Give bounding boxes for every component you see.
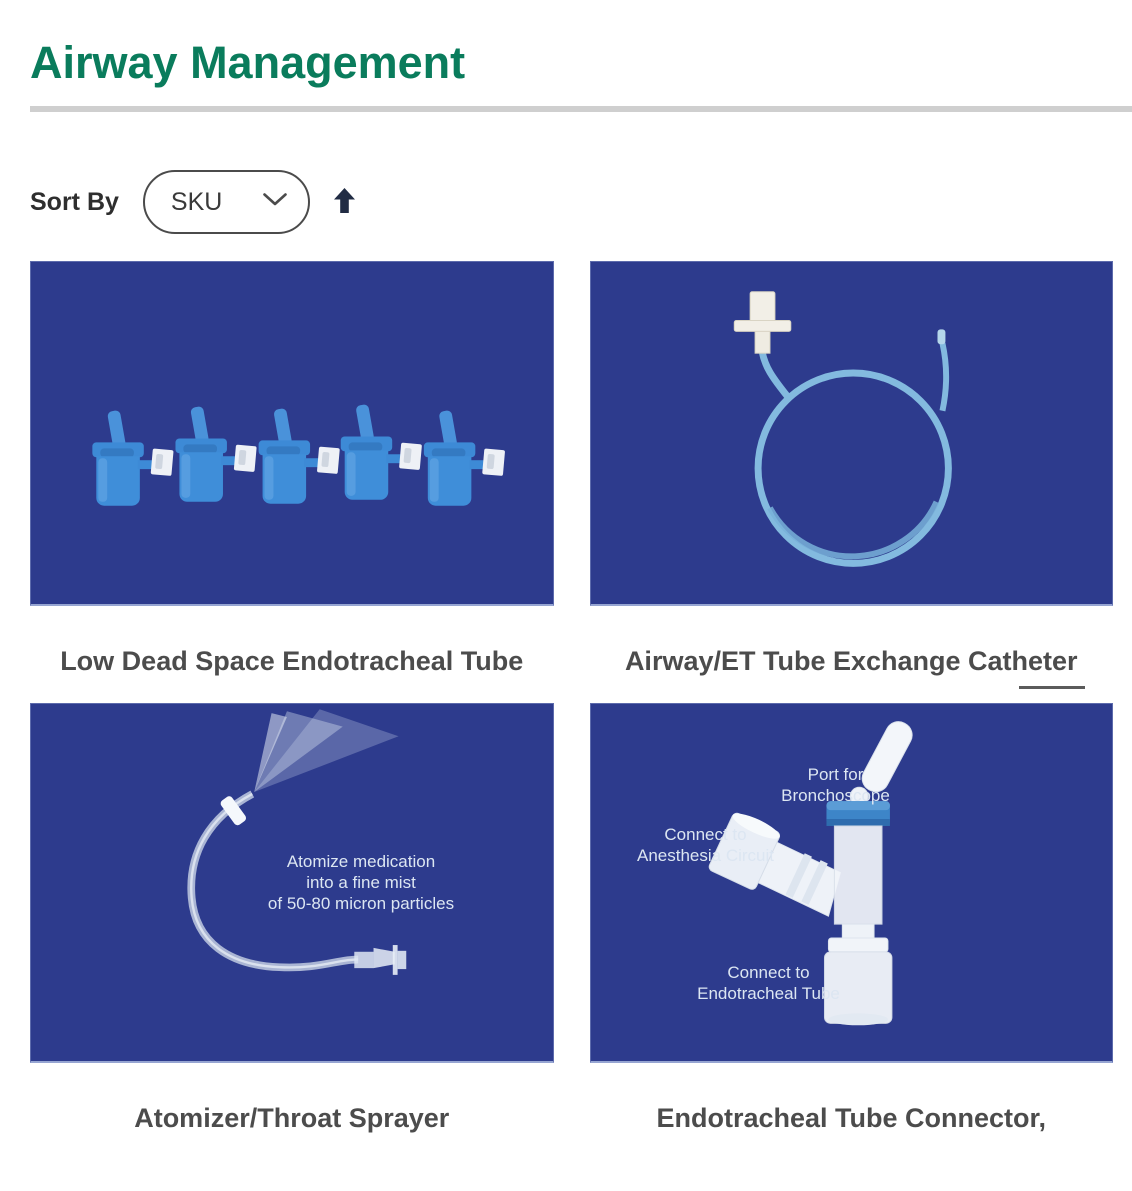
- image-annotation: [697, 962, 840, 1004]
- sort-dropdown[interactable]: [143, 170, 310, 234]
- product-title-link[interactable]: [30, 1101, 554, 1135]
- product-image-exchange-catheter[interactable]: [590, 261, 1114, 606]
- product-card: [30, 261, 554, 703]
- product-card: [30, 703, 554, 1135]
- sort-selected-value: SKU: [170, 187, 223, 216]
- image-annotation: [268, 851, 454, 914]
- sort-controls: [30, 170, 1132, 234]
- arrow-up-icon: [334, 188, 355, 216]
- coiled-catheter-image: [591, 262, 1113, 604]
- sort-by-label: Sort By: [30, 187, 119, 216]
- product-title-link[interactable]: [30, 644, 554, 678]
- annotation-line: Atomize medication: [286, 852, 436, 871]
- product-title-link[interactable]: [590, 644, 1114, 678]
- annotation-line: Anesthesia Circuit: [636, 846, 775, 865]
- product-image-ett-connector[interactable]: [590, 703, 1114, 1063]
- product-card: [590, 261, 1114, 703]
- product-grid: [30, 261, 1113, 1135]
- annotation-line: Bronchoscope: [781, 786, 890, 805]
- product-card: [590, 703, 1114, 1135]
- product-image-atomizer[interactable]: [30, 703, 554, 1063]
- elbow-connector-image: [591, 704, 1113, 1061]
- image-annotation: [781, 764, 890, 806]
- annotation-line: into a fine mist: [306, 873, 416, 892]
- product-image-low-dead-space-tube[interactable]: [30, 261, 554, 606]
- sort-direction-button[interactable]: [330, 184, 359, 220]
- annotation-line: Port for: [807, 765, 864, 784]
- product-title: Low Dead Space Endotracheal Tube: [60, 646, 524, 676]
- title-underline-artifact: [1019, 686, 1085, 689]
- annotation-line: of 50-80 micron particles: [267, 894, 455, 913]
- product-title: Atomizer/Throat Sprayer: [134, 1103, 450, 1133]
- page-title: Airway Management: [30, 37, 466, 88]
- annotation-line: Connect to: [664, 825, 747, 844]
- chevron-down-icon: [262, 192, 288, 212]
- blue-connectors-row-image: [31, 262, 553, 604]
- product-title: Airway/ET Tube Exchange Catheter: [624, 646, 1078, 676]
- section-divider: [30, 106, 1132, 112]
- image-annotation: [637, 824, 774, 866]
- product-title: Endotracheal Tube Connector,: [656, 1103, 1047, 1133]
- product-title-link[interactable]: [590, 1101, 1114, 1135]
- annotation-line: Connect to: [727, 963, 810, 982]
- annotation-line: Endotracheal Tube: [697, 984, 840, 1003]
